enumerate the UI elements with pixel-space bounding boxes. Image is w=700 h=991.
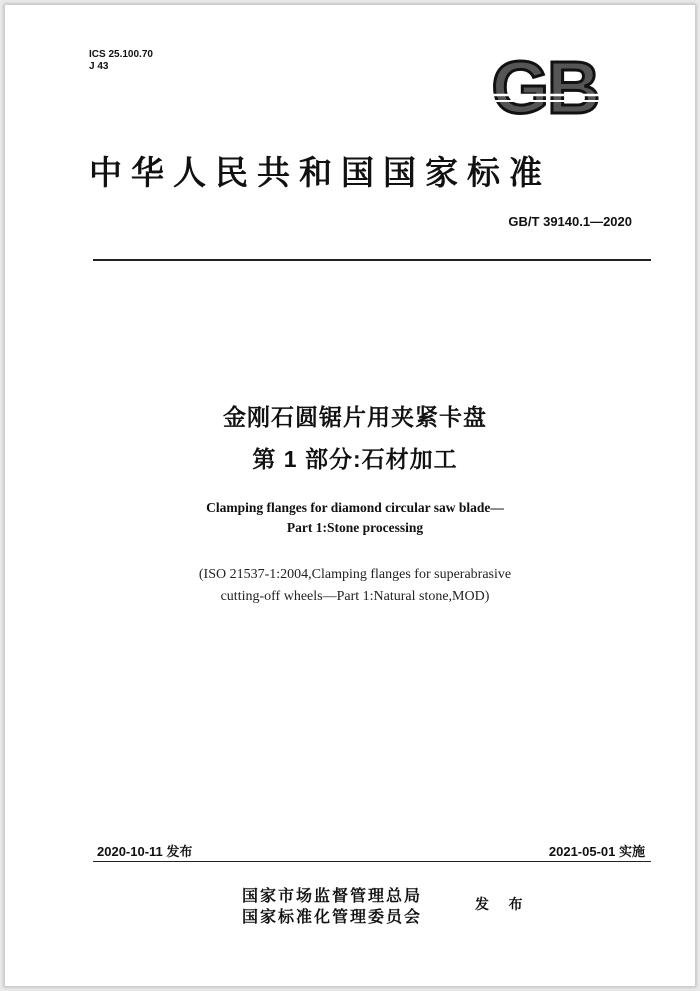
iso-reference-line2: cutting-off wheels—Part 1:Natural stone,MOD): [220, 589, 490, 604]
title-cn-line2: 第 1 部分:石材加工: [252, 446, 458, 472]
ccs-code: J 43: [89, 61, 109, 72]
national-standard-title: 中华人民共和国国家标准: [89, 156, 551, 192]
issue-date: 2020-10-11 发布: [97, 844, 193, 859]
issuer-line2: 国家标准化管理委员会: [242, 909, 423, 926]
document-page: [4, 4, 696, 987]
footer-divider: [93, 861, 651, 862]
header-divider: [93, 259, 651, 261]
issue-verb: 发 布: [475, 898, 531, 913]
ics-code: ICS 25.100.70: [89, 49, 153, 60]
title-cn-line1: 金刚石圆锯片用夹紧卡盘: [223, 404, 487, 430]
svg-text:GB: GB: [491, 55, 599, 121]
title-en-line2: Part 1:Stone processing: [286, 520, 424, 535]
classification-codes: [89, 49, 153, 73]
iso-reference-line1: (ISO 21537-1:2004,Clamping flanges for superabrasive: [198, 567, 512, 582]
issuer-line1: 国家市场监督管理总局: [242, 888, 423, 905]
gb-logo-icon: [475, 55, 615, 121]
standard-number: GB/T 39140.1—2020: [508, 214, 632, 229]
implementation-date: 2021-05-01 实施: [548, 844, 645, 859]
title-en-line1: Clamping flanges for diamond circular saw blade—: [206, 500, 504, 515]
